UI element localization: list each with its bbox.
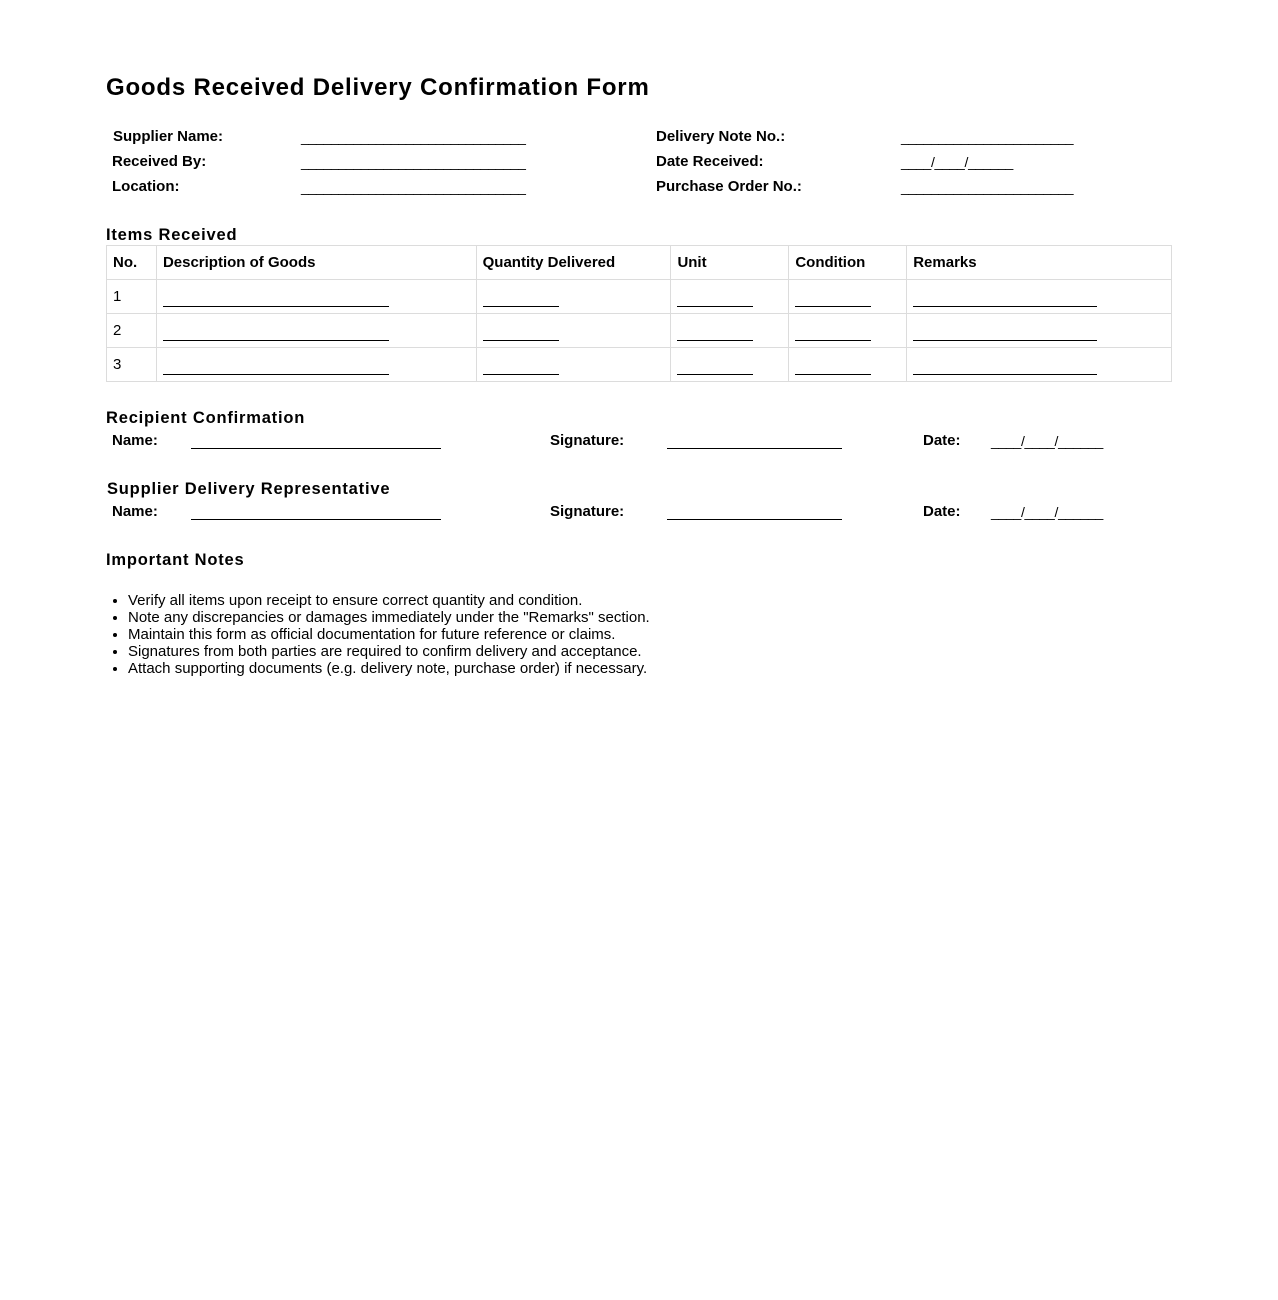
date-received-label: Date Received: bbox=[656, 153, 764, 170]
condition-cell[interactable] bbox=[789, 280, 907, 314]
supplier-name-field[interactable]: ______________________________ bbox=[301, 129, 526, 145]
page-title: Goods Received Delivery Confirmation Form bbox=[106, 74, 650, 101]
location-label: Location: bbox=[112, 178, 180, 195]
description-cell[interactable] bbox=[156, 348, 476, 382]
quantity-blank[interactable] bbox=[483, 324, 559, 341]
supplier-rep-section-title: Supplier Delivery Representative bbox=[107, 480, 391, 498]
recipient-section-title: Recipient Confirmation bbox=[106, 409, 306, 427]
condition-cell[interactable] bbox=[789, 348, 907, 382]
description-cell[interactable] bbox=[156, 280, 476, 314]
quantity-cell[interactable] bbox=[476, 348, 671, 382]
condition-cell[interactable] bbox=[789, 314, 907, 348]
condition-blank[interactable] bbox=[795, 358, 871, 375]
notes-section-title: Important Notes bbox=[106, 551, 245, 569]
supplier-rep-name-field[interactable] bbox=[191, 519, 441, 520]
location-field[interactable]: ______________________________ bbox=[301, 179, 526, 195]
col-header-no: No. bbox=[107, 246, 157, 280]
unit-cell[interactable] bbox=[671, 348, 789, 382]
list-item: • Signatures from both parties are required to confirm delivery and acceptance. bbox=[128, 643, 650, 660]
list-item: • Attach supporting documents (e.g. delivery note, purchase order) if necessary. bbox=[128, 660, 650, 677]
supplier-rep-signature-field[interactable] bbox=[667, 519, 842, 520]
unit-blank[interactable] bbox=[677, 290, 753, 307]
table-header-row bbox=[107, 246, 1172, 280]
table-row bbox=[107, 314, 1172, 348]
condition-blank[interactable] bbox=[795, 290, 871, 307]
supplier-rep-signature-label: Signature: bbox=[550, 503, 625, 520]
table-row bbox=[107, 348, 1172, 382]
remarks-blank[interactable] bbox=[913, 324, 1097, 341]
supplier-rep-name-label: Name: bbox=[112, 503, 158, 520]
date-received-field[interactable]: ____/____/______ bbox=[901, 154, 1013, 170]
quantity-blank[interactable] bbox=[483, 290, 559, 307]
unit-blank[interactable] bbox=[677, 324, 753, 341]
table-row bbox=[107, 280, 1172, 314]
delivery-note-field[interactable]: _______________________ bbox=[901, 129, 1074, 145]
list-item: • Note any discrepancies or damages immediately under the "Remarks" section. bbox=[128, 609, 650, 626]
quantity-cell[interactable] bbox=[476, 280, 671, 314]
unit-blank[interactable] bbox=[677, 358, 753, 375]
recipient-date-label: Date: bbox=[923, 432, 961, 449]
condition-blank[interactable] bbox=[795, 324, 871, 341]
received-by-field[interactable]: ______________________________ bbox=[301, 154, 526, 170]
unit-cell[interactable] bbox=[671, 314, 789, 348]
remarks-cell[interactable] bbox=[907, 314, 1172, 348]
description-blank[interactable] bbox=[163, 324, 389, 341]
recipient-signature-field[interactable] bbox=[667, 448, 842, 449]
recipient-signature-label: Signature: bbox=[550, 432, 625, 449]
supplier-rep-date-field[interactable]: ____/____/______ bbox=[991, 504, 1103, 520]
col-header-description: Description of Goods bbox=[156, 246, 476, 280]
col-header-quantity: Quantity Delivered bbox=[476, 246, 671, 280]
remarks-cell[interactable] bbox=[907, 348, 1172, 382]
description-blank[interactable] bbox=[163, 290, 389, 307]
row-number: 3 bbox=[107, 348, 157, 382]
purchase-order-field[interactable]: _______________________ bbox=[901, 179, 1074, 195]
supplier-rep-date-label: Date: bbox=[923, 503, 961, 520]
quantity-blank[interactable] bbox=[483, 358, 559, 375]
col-header-unit: Unit bbox=[671, 246, 789, 280]
description-blank[interactable] bbox=[163, 358, 389, 375]
row-number: 2 bbox=[107, 314, 157, 348]
row-number: 1 bbox=[107, 280, 157, 314]
items-section-title: Items Received bbox=[106, 226, 238, 244]
delivery-note-label: Delivery Note No.: bbox=[656, 128, 786, 145]
purchase-order-label: Purchase Order No.: bbox=[656, 178, 802, 195]
recipient-name-label: Name: bbox=[112, 432, 158, 449]
recipient-date-field[interactable]: ____/____/______ bbox=[991, 433, 1103, 449]
description-cell[interactable] bbox=[156, 314, 476, 348]
notes-list bbox=[106, 592, 650, 677]
remarks-cell[interactable] bbox=[907, 280, 1172, 314]
unit-cell[interactable] bbox=[671, 280, 789, 314]
remarks-blank[interactable] bbox=[913, 290, 1097, 307]
received-by-label: Received By: bbox=[112, 153, 207, 170]
list-item: • Maintain this form as official documentation for future reference or claims. bbox=[128, 626, 650, 643]
supplier-name-label: Supplier Name: bbox=[113, 128, 224, 145]
col-header-remarks: Remarks bbox=[907, 246, 1172, 280]
remarks-blank[interactable] bbox=[913, 358, 1097, 375]
list-item: • Verify all items upon receipt to ensure correct quantity and condition. bbox=[128, 592, 650, 609]
items-table bbox=[106, 245, 1172, 382]
col-header-condition: Condition bbox=[789, 246, 907, 280]
recipient-name-field[interactable] bbox=[191, 448, 441, 449]
quantity-cell[interactable] bbox=[476, 314, 671, 348]
